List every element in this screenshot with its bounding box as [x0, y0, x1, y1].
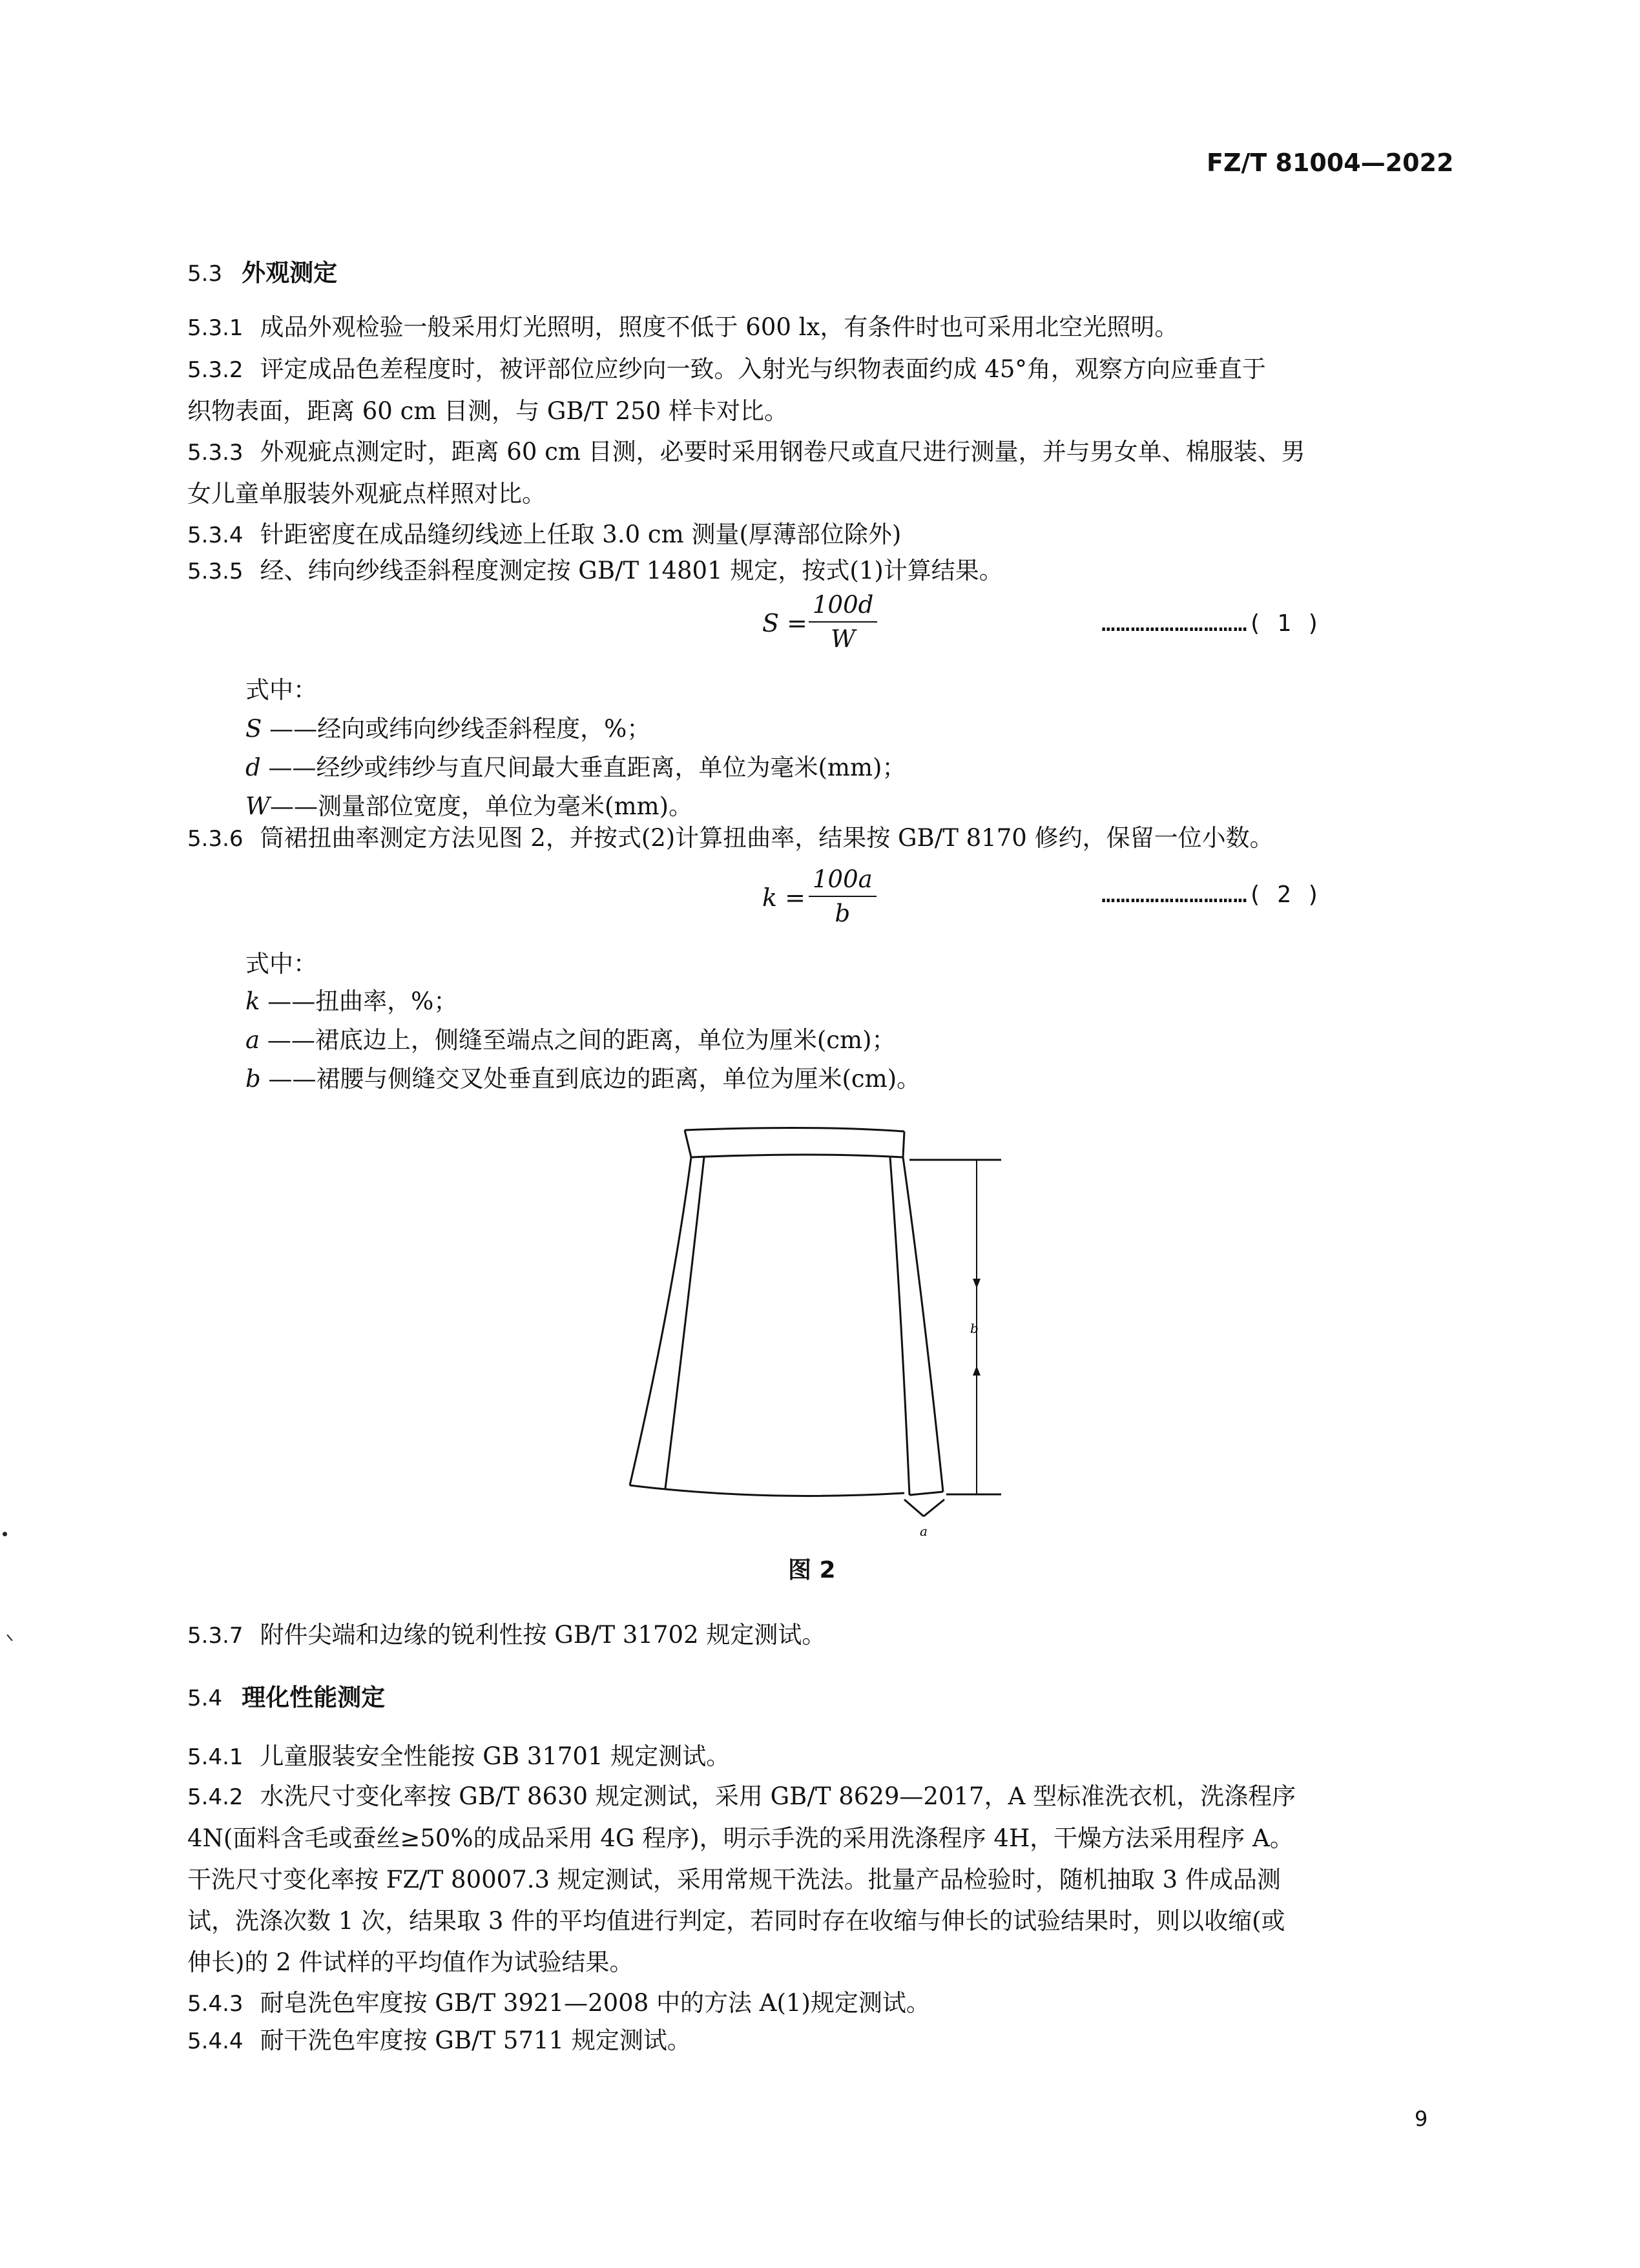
waistband-top: [685, 1128, 904, 1131]
skirt-diagram: [601, 1111, 1156, 1539]
arrow-down: [973, 1279, 981, 1288]
clause-5-3-2: 5.3.2 评定成品色差程度时，被评部位应纱向一致。入射光与织物表面约成 45°角，观察方向应垂直于 织物表面，距离 60 cm 目测，与 GB/T 250 样卡对比。: [187, 355, 1266, 425]
scan-mark: [6, 1634, 12, 1641]
clause-5-3-6: 5.3.6 筒裙扭曲率测定方法见图 2，并按式(2)计算扭曲率，结果按 GB/T 8170 修约，保留一位小数。: [187, 824, 1274, 852]
clause-5-4-1: 5.4.1 儿童服装安全性能按 GB 31701 规定测试。: [187, 1742, 731, 1770]
formula-2-lhs: k =: [762, 883, 805, 912]
formula-2-def-k: k ——扭曲率，%；: [245, 987, 458, 1015]
clause-5-4-2: 5.4.2 水洗尺寸变化率按 GB/T 8630 规定测试，采用 GB/T 8629—2017，A 型标准洗衣机，洗涤程序 4N(面料含毛或蚕丝≥50%的成品采用 4G 程序)，明示手洗的采用洗涤程序 4H，干燥方法采用程序 A。 干洗尺寸变化率按 FZ/T 80007.3 规定测试，采用常规干洗法。批量产品检验时，随机抽取 3 件成品测 试，洗涤次数 1 次，结果取 3 件的平均值进行判定，若同时存在收缩与伸长的试验结果时，则以收缩(或 伸长)的 2 件试样的平均值作为试验结果。: [187, 1782, 1296, 1976]
clause-5-4-4: 5.4.4 耐干洗色牢度按 GB/T 5711 规定测试。: [187, 2026, 691, 2054]
section-heading-5-3: 5.3 外观测定: [187, 259, 338, 287]
page-number: 9: [1415, 2107, 1428, 2131]
clause-5-4-3: 5.4.3 耐皂洗色牢度按 GB/T 3921—2008 中的方法 A(1)规定测试。: [187, 1989, 930, 2017]
clause-5-3-3: 5.3.3 外观疵点测定时，距离 60 cm 目测，必要时采用钢卷尺或直尺进行测量，并与男女单、棉服装、男 女儿童单服装外观疵点样照对比。: [187, 438, 1305, 508]
formula-2-where: 式中：: [245, 950, 317, 978]
formula-1-numerator: 100d: [809, 591, 877, 623]
formula-1-label: …………………………( 1 ): [1101, 610, 1322, 637]
formula-1-def-d: d ——经纱或纬纱与直尺间最大垂直距离，单位为毫米(mm)；: [245, 754, 906, 781]
formula-1-where: 式中：: [245, 676, 317, 704]
clause-5-3-7: 5.3.7 附件尖端和边缘的锐利性按 GB/T 31702 规定测试。: [187, 1621, 826, 1649]
hem: [630, 1485, 904, 1496]
formula-1-fraction: [809, 591, 877, 653]
waistband-bottom: [691, 1155, 903, 1157]
label-a: a: [920, 1523, 928, 1539]
arrow-up: [973, 1366, 981, 1376]
standard-code: FZ/T 81004—2022: [1207, 149, 1454, 177]
left-side-seam: [630, 1157, 691, 1485]
right-side-seam: [903, 1157, 943, 1492]
formula-2-def-a: a ——裙底边上，侧缝至端点之间的距离，单位为厘米(cm)；: [245, 1026, 896, 1054]
formula-2-label: …………………………( 2 ): [1101, 881, 1322, 908]
label-b: b: [970, 1321, 979, 1336]
formula-1-def-s: S ——经向或纬向纱线歪斜程度，%；: [245, 715, 651, 743]
formula-2-def-b: b ——裙腰与侧缝交叉处垂直到底边的距离，单位为厘米(cm)。: [245, 1065, 921, 1093]
clause-5-3-1: 5.3.1 成品外观检验一般采用灯光照明，照度不低于 600 lx，有条件时也可采用北空光照明。: [187, 313, 1179, 341]
section-heading-5-4: 5.4 理化性能测定: [187, 1684, 386, 1711]
formula-1-denominator: W: [831, 625, 856, 653]
formula-1-def-w: W——测量部位宽度，单位为毫米(mm)。: [245, 792, 693, 820]
formula-2-numerator: 100a: [809, 865, 877, 897]
scan-dot: [3, 1532, 7, 1536]
clause-5-3-4: 5.3.4 针距密度在成品缝纫线迹上任取 3.0 cm 测量(厚薄部位除外): [187, 521, 902, 548]
figure-caption: 图 2: [788, 1557, 836, 1583]
formula-2-denominator: b: [835, 900, 851, 927]
formula-1-lhs: S =: [762, 609, 807, 637]
clause-5-3-5: 5.3.5 经、纬向纱线歪斜程度测定按 GB/T 14801 规定，按式(1)计算结果。: [187, 557, 1003, 584]
formula-2-fraction: [809, 865, 877, 927]
